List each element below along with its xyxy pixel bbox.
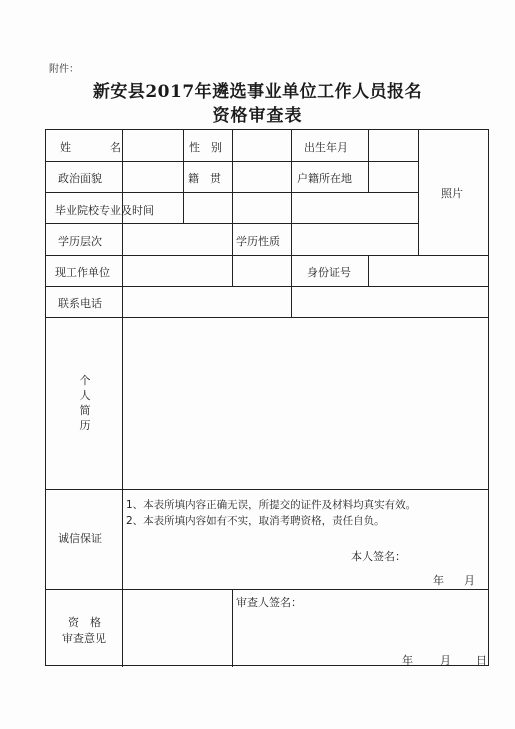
pledge-line-1: 1、本表所填内容正确无误，所提交的证件及材料均真实有效。 (126, 499, 417, 511)
politics-label: 政治面貌 (58, 172, 102, 185)
phone-label: 联系电话 (58, 297, 102, 310)
pledge-label: 诚信保证 (58, 532, 102, 545)
pledge-line-2: 2、本表所填内容如有不实，取消考聘资格，责任自负。 (126, 515, 385, 527)
col-divider (122, 223, 123, 667)
row-divider (46, 286, 488, 287)
id-number-label: 身份证号 (307, 266, 351, 279)
col-divider (183, 192, 184, 193)
birth-label: 出生年月 (304, 141, 348, 154)
form-subtitle: 资格审查表 (212, 106, 303, 126)
row-divider (46, 317, 488, 318)
col-divider (291, 223, 292, 255)
col-divider (232, 192, 233, 223)
pledge-month: 月 (464, 574, 475, 587)
col-divider (418, 130, 419, 255)
col-divider (183, 130, 184, 192)
attachment-label: 附件： (49, 64, 79, 75)
pledge-year: 年 (433, 574, 444, 587)
education-type-label: 学历性质 (236, 235, 280, 248)
col-divider (368, 255, 369, 286)
row-divider (46, 489, 488, 490)
photo-label: 照片 (441, 187, 463, 200)
review-day: 日 (476, 654, 487, 667)
row-divider (46, 589, 488, 590)
name-label: 姓 名 (60, 141, 135, 154)
form-title: 新安县2017年遴选事业单位工作人员报名 (92, 82, 423, 102)
col-divider (291, 192, 292, 223)
col-divider (183, 192, 184, 223)
reviewer-signature-label: 审查人签名： (236, 596, 302, 609)
review-month: 月 (440, 654, 451, 667)
row-divider (46, 255, 488, 256)
col-divider (291, 130, 292, 192)
gender-label: 性 别 (189, 141, 222, 154)
resume-label: 个 人 简 历 (79, 374, 91, 432)
col-divider (232, 589, 233, 667)
review-label-2: 审查意见 (62, 632, 106, 645)
hukou-label: 户籍所在地 (297, 172, 352, 185)
review-label-1: 资 格 (68, 616, 101, 629)
col-divider (291, 255, 292, 317)
review-year: 年 (402, 654, 413, 667)
pledge-signature-label: 本人签名： (351, 550, 406, 563)
col-divider (232, 130, 233, 192)
registration-table (45, 129, 489, 666)
native-place-label: 籍 贯 (188, 172, 221, 185)
school-label: 毕业院校专业及时间 (55, 204, 154, 217)
col-divider (368, 130, 369, 192)
education-level-label: 学历层次 (58, 235, 102, 248)
work-unit-label: 现工作单位 (55, 266, 110, 279)
col-divider (232, 223, 233, 286)
